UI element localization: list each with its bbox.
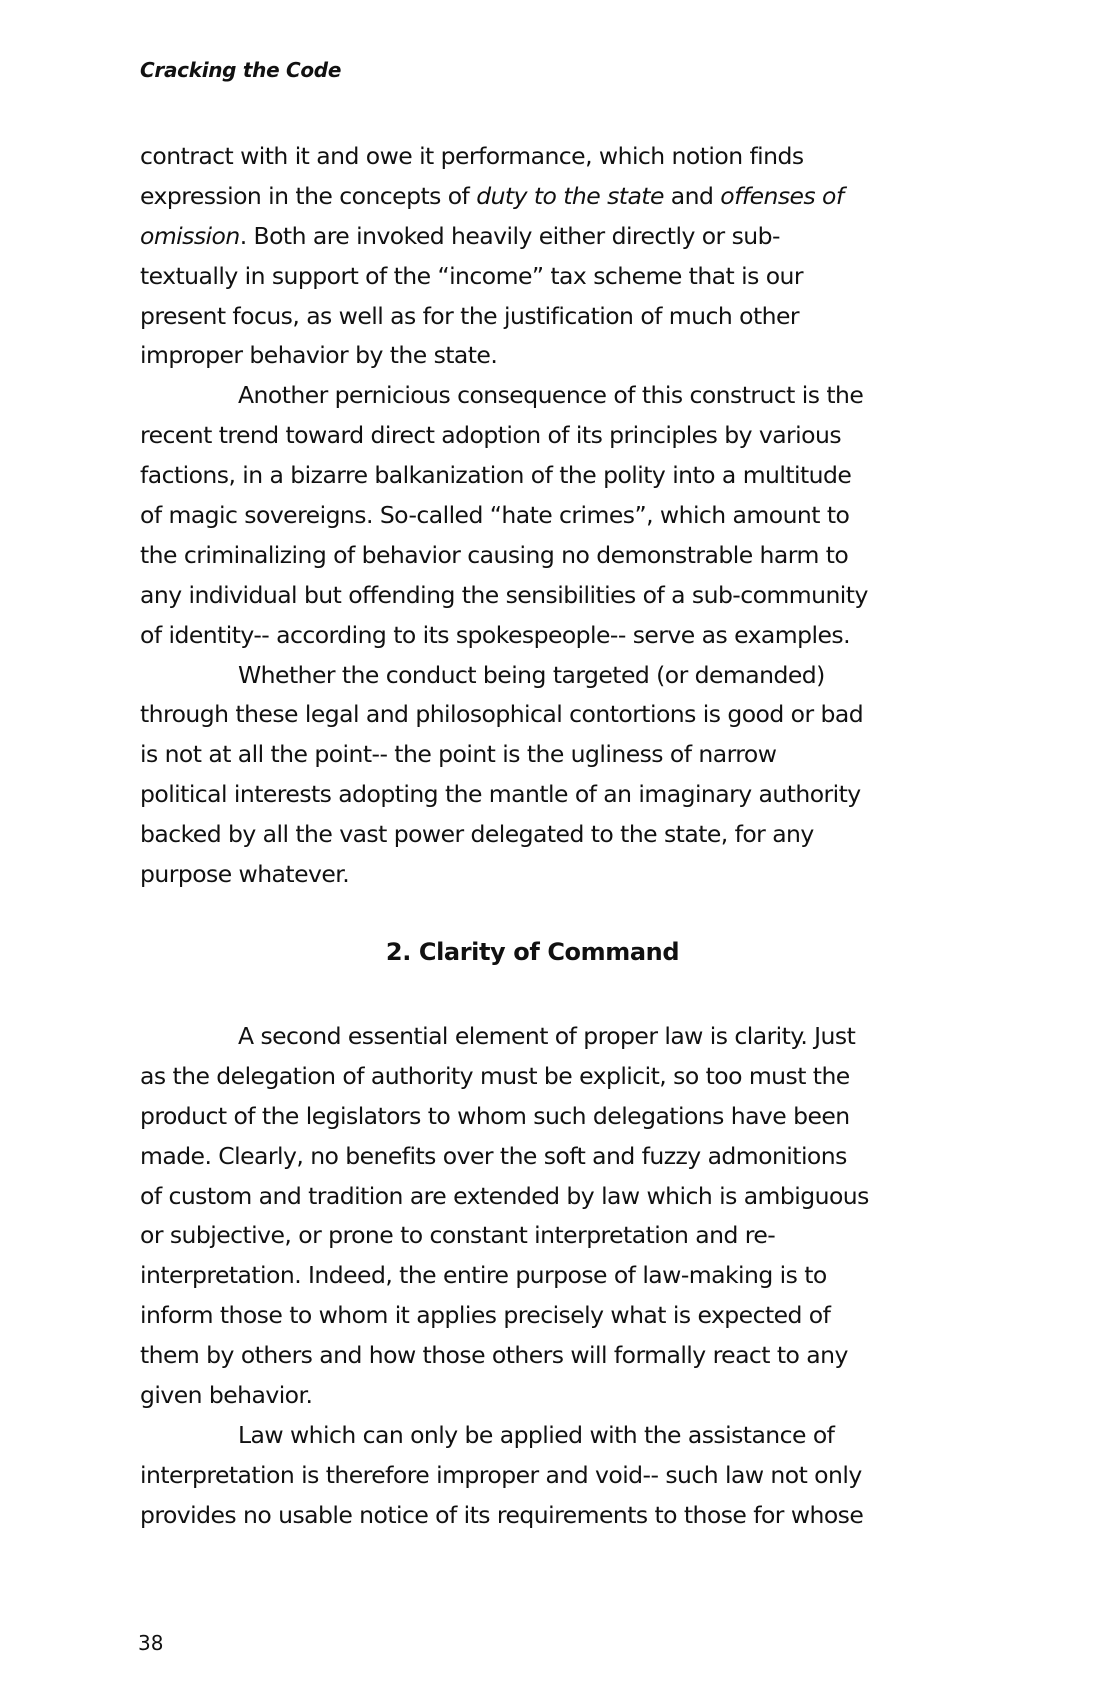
text-run: as the delegation of authority must be explicit, so too must the bbox=[140, 1061, 850, 1090]
italic-text: duty to the state bbox=[476, 181, 664, 210]
text-line bbox=[140, 456, 940, 496]
text-line bbox=[140, 536, 940, 576]
text-line bbox=[140, 177, 940, 217]
text-run: improper behavior by the state. bbox=[140, 341, 498, 370]
text-run: inform those to whom it applies precisely what is expected of bbox=[140, 1301, 831, 1330]
text-run: contract with it and owe it performance, which notion finds bbox=[140, 142, 804, 170]
text-run: provides no usable notice of its requirements to those for whose bbox=[140, 1500, 864, 1529]
text-line bbox=[140, 297, 940, 337]
italic-text: offenses of bbox=[720, 181, 844, 210]
text-line bbox=[140, 137, 940, 177]
text-line bbox=[140, 376, 940, 416]
text-line bbox=[140, 1456, 940, 1496]
text-run: Whether the conduct being targeted (or demanded) bbox=[238, 660, 825, 689]
text-line bbox=[140, 217, 940, 257]
text-run: recent trend toward direct adoption of its principles by various bbox=[140, 421, 842, 450]
section-heading: 2. Clarity of Command bbox=[385, 938, 680, 966]
text-run: given behavior. bbox=[140, 1381, 313, 1410]
text-line bbox=[140, 1177, 940, 1217]
text-line bbox=[140, 1137, 940, 1177]
running-header: Cracking the Code bbox=[140, 58, 342, 82]
page-number: 38 bbox=[138, 1631, 164, 1655]
text-line bbox=[140, 257, 940, 297]
text-run: Another pernicious consequence of this construct is the bbox=[238, 381, 864, 410]
text-run: purpose whatever. bbox=[140, 860, 350, 889]
text-run: them by others and how those others will formally react to any bbox=[140, 1341, 848, 1370]
text-line bbox=[140, 616, 940, 656]
text-run: textually in support of the “income” tax scheme that is our bbox=[140, 261, 803, 290]
text-run: any individual but offending the sensibilities of a sub-community bbox=[140, 580, 868, 609]
text-run: factions, in a bizarre balkanization of the polity into a multitude bbox=[140, 461, 852, 490]
text-line bbox=[140, 735, 940, 775]
text-run: and bbox=[663, 181, 721, 210]
text-run: of identity-- according to its spokespeople-- serve as examples. bbox=[140, 620, 850, 649]
text-run: made. Clearly, no benefits over the soft and fuzzy admonitions bbox=[140, 1141, 847, 1170]
text-line bbox=[140, 815, 940, 855]
text-run: present focus, as well as for the justification of much other bbox=[140, 301, 799, 330]
text-line bbox=[140, 1216, 940, 1256]
text-line bbox=[140, 1097, 940, 1137]
text-line bbox=[140, 496, 940, 536]
text-run: backed by all the vast power delegated to the state, for any bbox=[140, 820, 814, 849]
text-line bbox=[140, 695, 940, 735]
text-run: of magic sovereigns. So-called “hate crimes”, which amount to bbox=[140, 501, 850, 530]
text-line bbox=[140, 416, 940, 456]
text-line bbox=[140, 855, 940, 895]
text-line bbox=[140, 1496, 940, 1536]
text-run: of custom and tradition are extended by law which is ambiguous bbox=[140, 1181, 869, 1210]
text-run: Law which can only be applied with the assistance of bbox=[238, 1420, 835, 1449]
text-line bbox=[140, 1057, 940, 1097]
text-line bbox=[140, 576, 940, 616]
text-line bbox=[140, 1017, 940, 1057]
text-line bbox=[140, 1376, 940, 1416]
italic-text: omission bbox=[140, 221, 240, 250]
text-line bbox=[140, 1336, 940, 1376]
text-line bbox=[140, 1256, 940, 1296]
text-run: product of the legislators to whom such delegations have been bbox=[140, 1101, 850, 1130]
text-line bbox=[140, 1416, 940, 1456]
body-text-block-2 bbox=[140, 1017, 940, 1536]
text-line bbox=[140, 336, 940, 376]
text-run: A second essential element of proper law is clarity. Just bbox=[238, 1022, 856, 1050]
text-line bbox=[140, 656, 940, 696]
text-run: interpretation is therefore improper and void-- such law not only bbox=[140, 1460, 862, 1489]
text-run: the criminalizing of behavior causing no demonstrable harm to bbox=[140, 540, 849, 569]
text-line bbox=[140, 775, 940, 815]
text-run: expression in the concepts of bbox=[140, 181, 477, 210]
body-text-block-1 bbox=[140, 137, 940, 895]
text-line bbox=[140, 1296, 940, 1336]
text-run: is not at all the point-- the point is the ugliness of narrow bbox=[140, 740, 777, 769]
text-run: interpretation. Indeed, the entire purpose of law-making is to bbox=[140, 1261, 827, 1290]
text-run: political interests adopting the mantle of an imaginary authority bbox=[140, 780, 861, 809]
text-run: through these legal and philosophical contortions is good or bad bbox=[140, 700, 864, 729]
text-run: . Both are invoked heavily either directly or sub- bbox=[239, 221, 780, 250]
text-run: or subjective, or prone to constant interpretation and re- bbox=[140, 1221, 776, 1250]
